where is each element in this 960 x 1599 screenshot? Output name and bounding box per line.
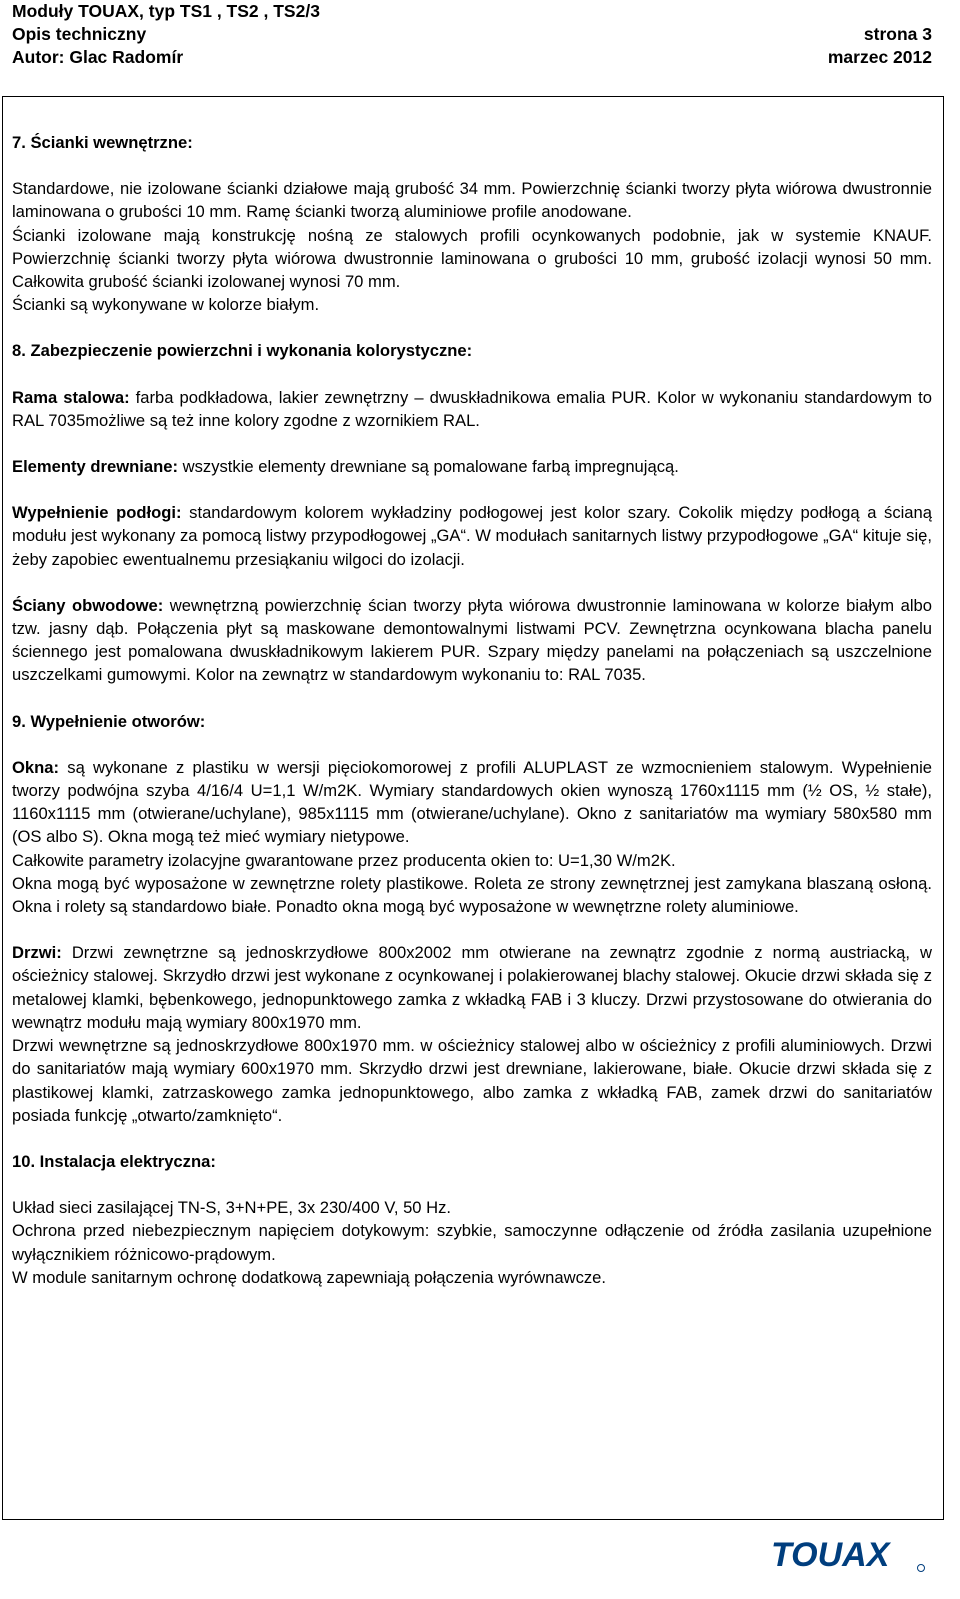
s9-drzwi-label: Drzwi: <box>12 943 62 963</box>
author: Autor: Glac Radomír <box>12 47 184 67</box>
s9-drzwi-paragraph <box>12 941 932 1034</box>
s10-paragraph-2: Ochrona przed niebezpiecznym napięciem dotykowym: szybkie, samoczynne odłączenie od źródła zasilania uzupełnione wyłącznikiem różnicowo-prądowym. <box>12 1221 932 1264</box>
header-row-2 <box>12 23 932 46</box>
s8-sciany-label: Ściany obwodowe: <box>12 595 164 615</box>
s7-paragraph-1: Standardowe, nie izolowane ścianki działowe mają grubość 34 mm. Powierzchnię ścianki tworzy płyta wiórowa dwustronnie laminowana o grubości 10 mm. Ramę ścianki tworzą aluminiowe profile anodowane. <box>12 179 932 222</box>
s8-drewno-paragraph <box>12 455 932 478</box>
s9-drzwi-text: Drzwi zewnętrzne są jednoskrzydłowe 800x2002 mm otwierane na zewnątrz zgodnie z normą austriacką, w ościeżnicy stalowej. Skrzydło drzwi jest wykonane z ocynkowanej i polakierowanej blachy stalowej. Okucie drzwi składa się z metalowej klamki, bębenkowego, jednopunktowego zamka z wkładką FAB i 3 kluczy. Drzwi przystosowane do otwierania do wewnątrz modułu mają wymiary 800x1970 mm. <box>12 943 932 1032</box>
s8-podloga-text: standardowym kolorem wykładziny podłogowej jest kolor szary. Cokolik między podłogą a ścianą modułu jest wykonany za pomocą listwy przypodłogowej „GA“. W modułach sanitarnych listwy przypodłogowe „GA“ kituje się, żeby zapobiec ewentualnemu przesiąkaniu wilgoci do izolacji. <box>12 503 932 569</box>
s9-okna-paragraph-3: Okna mogą być wyposażone w zewnętrzne rolety plastikowe. Roleta ze strony zewnętrznej jest zamykana blaszaną osłoną. Okna i rolety są standardowo białe. Ponadto okna mogą być wyposażone w wewnętrzne rolety aluminiowe. <box>12 873 932 917</box>
s8-sciany-paragraph <box>12 594 932 687</box>
document-body <box>12 108 932 1289</box>
s9-okna-label: Okna: <box>12 757 60 777</box>
s8-podloga-paragraph <box>12 501 932 571</box>
header-row-3 <box>12 46 932 69</box>
section-9-heading: 9. Wypełnienie otworów: <box>12 711 206 731</box>
s10-paragraph-1: Układ sieci zasilającej TN-S, 3+N+PE, 3x 230/400 V, 50 Hz. <box>12 1198 452 1218</box>
section-8-heading: 8. Zabezpieczenie powierzchni i wykonania kolorystyczne: <box>12 341 473 361</box>
section-7-heading: 7. Ścianki wewnętrzne: <box>12 133 193 152</box>
registered-mark-icon <box>918 1565 925 1572</box>
s8-podloga-label: Wypełnienie podłogi: <box>12 503 182 523</box>
s9-drzwi-paragraph-2: Drzwi wewnętrzne są jednoskrzydłowe 800x1970 mm. w ościeżnicy stalowej albo w ościeżnicy z profili aluminiowych. Drzwi do sanitariatów mają wymiary 600x1970 mm. Skrzydło drzwi jest drewniane, lakierowane, białe. Okucie drzwi składa się z plastikowej klamki, zatrzaskowego zamka jednopunktowego, albo zamka z wkładką FAB, zamek drzwi do sanitariatów posiada funkcję „otwarto/zamknięto“. <box>12 1036 932 1125</box>
touax-logo <box>769 1532 929 1576</box>
document-subtitle: Opis techniczny <box>12 24 147 44</box>
s7-paragraph-2: Ścianki izolowane mają konstrukcję nośną ze stalowych profili ocynkowanych podobnie, jak w systemie KNAUF. Powierzchnię ścianki tworzy płyta wiórowa dwustronnie laminowana o grubości 10 mm, grubość izolacji wynosi 50 mm. Całkowita grubość ścianki izolowanej wynosi 70 mm. <box>12 225 932 292</box>
s8-drewno-text: wszystkie elementy drewniane są pomalowane farbą impregnującą. <box>178 457 679 477</box>
s9-okna-paragraph-2: Całkowite parametry izolacyjne gwarantowane przez producenta okien to: U=1,30 W/m2K. <box>12 850 676 870</box>
section-10-heading: 10. Instalacja elektryczna: <box>12 1151 216 1171</box>
page-header <box>12 0 932 69</box>
page-number: strona 3 <box>863 24 932 44</box>
s10-paragraph-3: W module sanitarnym ochronę dodatkową zapewniają połączenia wyrównawcze. <box>12 1267 606 1287</box>
document-title: Moduły TOUAX, typ TS1 , TS2 , TS2/3 <box>12 1 320 21</box>
s8-sciany-text: wewnętrzną powierzchnię ścian tworzy płyta wiórowa dwustronnie laminowana w kolorze białym albo tzw. jasny dąb. Połączenia płyt są maskowane demontowalnymi listwami PCV. Zewnętrzna ocynkowana blacha panelu ściennego jest pomalowana dwuskładnikowym lakierem PUR. Szpary między panelami na połączeniach są uszczelnione uszczelkami gumowymi. Kolor na zewnątrz w standardowym wykonaniu to: RAL 7035. <box>12 595 932 685</box>
s8-rama-text: farba podkładowa, lakier zewnętrzny – dwuskładnikowa emalia PUR. Kolor w wykonaniu standardowym to RAL 7035możliwe są też inne kolory zgodne z wzornikiem RAL. <box>12 387 932 430</box>
touax-logo-text: TOUAX <box>771 1536 890 1574</box>
header-row-1 <box>12 0 932 23</box>
document-date: marzec 2012 <box>827 47 932 67</box>
s8-drewno-label: Elementy drewniane: <box>12 457 178 477</box>
s8-rama-paragraph <box>12 386 932 432</box>
s9-okna-text: są wykonane z plastiku w wersji pięciokomorowej z profili ALUPLAST ze wzmocnieniem stalowym. Wypełnienie tworzy podwójna szyba 4/16/4 U=1,1 W/m2K. Wymiary standardowych okien wynoszą 1760x1115 mm (½ OS, ½ stałe), 1160x1115 mm (otwierane/uchylane), 985x1115 mm (otwierane/uchylane). Okno z sanitariatów ma wymiary 580x580 mm (OS albo S). Okna mogą też mieć wymiary nietypowe. <box>12 757 932 847</box>
s9-okna-paragraph <box>12 756 932 849</box>
s7-paragraph-3: Ścianki są wykonywane w kolorze białym. <box>12 295 320 315</box>
s8-rama-label: Rama stalowa: <box>12 387 130 407</box>
